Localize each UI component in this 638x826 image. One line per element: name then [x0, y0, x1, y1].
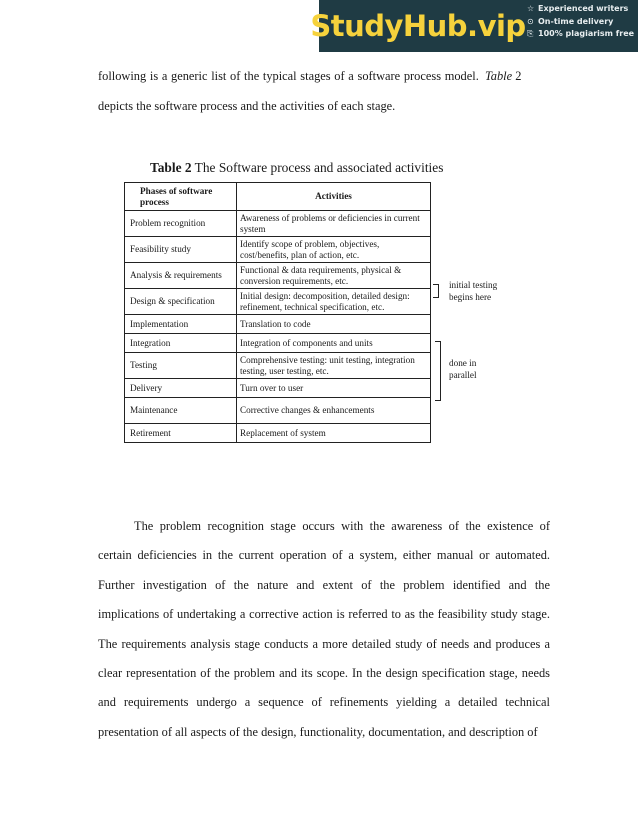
paragraph-line: The problem recognition stage occurs with the awareness of the existence of — [134, 519, 550, 533]
table-row: Analysis & requirements Functional & data requirements, physical & conversion requirements, etc. — [125, 263, 431, 289]
paragraph-line: presentation of all aspects of the design, functionality, documentation, and description of — [98, 724, 538, 739]
table-row: Design & specification Initial design: decomposition, detailed design: refinement, technical specification, etc. — [125, 289, 431, 315]
paragraph-line: The requirements analysis stage conducts a more detailed study of needs and produces a — [98, 636, 550, 651]
star-icon: ☆ — [527, 4, 535, 13]
header-phases: Phases of software process — [125, 183, 237, 211]
feature-plagiarism-free: ⎘ 100% plagiarism free — [527, 28, 638, 41]
table-row: Implementation Translation to code — [125, 315, 431, 334]
copy-icon: ⎘ — [527, 29, 534, 38]
paragraph-line: implications of undertaking a corrective action is referred to as the feasibility study stage. — [98, 607, 550, 622]
parallel-bracket — [435, 341, 441, 401]
table-reference: Table — [485, 69, 513, 83]
table-header-row — [125, 183, 431, 211]
table-row: Feasibility study Identify scope of problem, objectives, cost/benefits, plan of action, etc. — [125, 237, 431, 263]
table-caption: Table 2 The Software process and associated activities — [150, 160, 444, 175]
header-activities: Activities — [237, 183, 431, 211]
table-row: Integration Integration of components and units — [125, 334, 431, 353]
table-row: Testing Comprehensive testing: unit testing, integration testing, user testing, etc. — [125, 353, 431, 379]
table-row: Maintenance Corrective changes & enhancements — [125, 398, 431, 424]
intro-line-1: following is a generic list of the typical stages of a software process model. Table 2 — [98, 69, 522, 83]
table-row: Problem recognition Awareness of problems or deficiencies in current system — [125, 211, 431, 237]
banner-features — [517, 0, 638, 52]
table-row: Retirement Replacement of system — [125, 424, 431, 443]
paragraph-line: Further investigation of the nature and extent of the problem identified and the — [98, 577, 550, 592]
software-process-table — [124, 182, 431, 443]
studyhub-banner[interactable] — [310, 0, 638, 52]
paragraph-line: certain deficiencies in the current operation of a system, either manual or automated. — [98, 548, 550, 563]
feature-on-time-delivery: ⊙ On-time delivery — [527, 16, 638, 29]
table-row: Delivery Turn over to user — [125, 379, 431, 398]
testing-start-note: initial testing begins here — [449, 280, 498, 302]
intro-line-2: depicts the software process and the activities of each stage. — [98, 99, 396, 113]
body-paragraph — [98, 512, 550, 747]
paragraph-line: clear representation of the problem and its scope. In the design specification stage, needs — [98, 666, 550, 681]
clock-icon: ⊙ — [527, 16, 534, 26]
paragraph-line: and requirements undergo a sequence of refinements yielding a detailed technical — [98, 695, 550, 710]
feature-experienced-writers: ☆ Experienced writers — [527, 3, 638, 16]
testing-start-bracket — [433, 284, 439, 298]
parallel-note: done in parallel — [449, 358, 477, 380]
studyhub-logo[interactable]: StudyHub.vip — [319, 0, 517, 52]
